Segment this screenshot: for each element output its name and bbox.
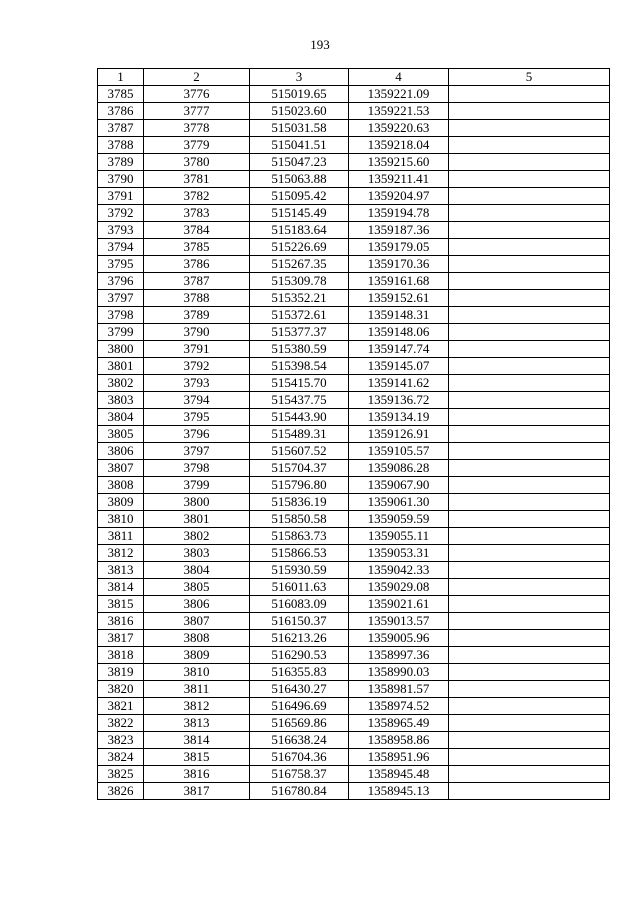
- table-cell: 1359013.57: [349, 613, 449, 630]
- table-cell: 1358945.13: [349, 783, 449, 800]
- table-cell: 516150.37: [250, 613, 349, 630]
- table-cell: 515930.59: [250, 562, 349, 579]
- table-cell: [449, 596, 610, 613]
- table-cell: 3793: [144, 375, 250, 392]
- table-row: [98, 664, 610, 681]
- table-row: [98, 290, 610, 307]
- table-cell: [449, 324, 610, 341]
- table-cell: 3791: [98, 188, 144, 205]
- table-cell: [449, 307, 610, 324]
- table-cell: 3802: [98, 375, 144, 392]
- table-cell: 515047.23: [250, 154, 349, 171]
- table-cell: [449, 392, 610, 409]
- table-row: [98, 545, 610, 562]
- table-cell: 3794: [98, 239, 144, 256]
- table-cell: 3803: [144, 545, 250, 562]
- page-number: 193: [310, 37, 330, 52]
- table-row: [98, 137, 610, 154]
- table-cell: 1359067.90: [349, 477, 449, 494]
- table-cell: [449, 358, 610, 375]
- table-cell: 3808: [98, 477, 144, 494]
- table-row: [98, 256, 610, 273]
- table-cell: 516430.27: [250, 681, 349, 698]
- table-cell: 3788: [98, 137, 144, 154]
- table-cell: 3801: [144, 511, 250, 528]
- table-cell: 516213.26: [250, 630, 349, 647]
- table-cell: 3790: [144, 324, 250, 341]
- table-row: [98, 681, 610, 698]
- table-cell: 3797: [144, 443, 250, 460]
- table-cell: 3788: [144, 290, 250, 307]
- table-cell: 3820: [98, 681, 144, 698]
- table-cell: 3822: [98, 715, 144, 732]
- table-cell: 1358945.48: [349, 766, 449, 783]
- table-cell: 1358974.52: [349, 698, 449, 715]
- table-cell: [449, 137, 610, 154]
- table-cell: 3806: [144, 596, 250, 613]
- table-cell: 1359053.31: [349, 545, 449, 562]
- table-cell: [449, 205, 610, 222]
- table-cell: 3806: [98, 443, 144, 460]
- table-cell: 515095.42: [250, 188, 349, 205]
- table-cell: 1359055.11: [349, 528, 449, 545]
- table-cell: 1359147.74: [349, 341, 449, 358]
- table-cell: 1359105.57: [349, 443, 449, 460]
- table-cell: 3779: [144, 137, 250, 154]
- table-cell: 3776: [144, 86, 250, 103]
- table-cell: 3812: [144, 698, 250, 715]
- table-cell: 515415.70: [250, 375, 349, 392]
- table-row: [98, 205, 610, 222]
- table-row: [98, 477, 610, 494]
- table-cell: 3812: [98, 545, 144, 562]
- table-cell: 3780: [144, 154, 250, 171]
- table-cell: [449, 579, 610, 596]
- table-cell: 3778: [144, 120, 250, 137]
- table-cell: 3799: [98, 324, 144, 341]
- table-cell: 1359021.61: [349, 596, 449, 613]
- table-cell: [449, 732, 610, 749]
- table-cell: [449, 120, 610, 137]
- table-row: [98, 766, 610, 783]
- table-row: [98, 460, 610, 477]
- table-cell: 1359187.36: [349, 222, 449, 239]
- table-cell: 1358997.36: [349, 647, 449, 664]
- table-cell: 3798: [144, 460, 250, 477]
- table-row: [98, 613, 610, 630]
- table-cell: 516496.69: [250, 698, 349, 715]
- table-row: [98, 273, 610, 290]
- table-row: [98, 579, 610, 596]
- table-cell: [449, 222, 610, 239]
- table-cell: 1358951.96: [349, 749, 449, 766]
- table-cell: [449, 409, 610, 426]
- table-cell: 1359005.96: [349, 630, 449, 647]
- table-cell: 515041.51: [250, 137, 349, 154]
- table-cell: 3787: [98, 120, 144, 137]
- table-cell: 3800: [98, 341, 144, 358]
- table-row: [98, 409, 610, 426]
- table-header-row: [98, 69, 610, 86]
- table-row: [98, 358, 610, 375]
- table-cell: 515489.31: [250, 426, 349, 443]
- table-cell: [449, 698, 610, 715]
- table-row: [98, 307, 610, 324]
- table-cell: 3791: [144, 341, 250, 358]
- table-cell: 3803: [98, 392, 144, 409]
- table-cell: 516638.24: [250, 732, 349, 749]
- table-cell: 3815: [98, 596, 144, 613]
- table-row: [98, 596, 610, 613]
- table-cell: 3817: [98, 630, 144, 647]
- table-cell: 1359148.06: [349, 324, 449, 341]
- table-cell: 1359215.60: [349, 154, 449, 171]
- table-row: [98, 120, 610, 137]
- table-cell: 3797: [98, 290, 144, 307]
- table-cell: 515309.78: [250, 273, 349, 290]
- table-cell: 3816: [98, 613, 144, 630]
- table-cell: 515607.52: [250, 443, 349, 460]
- table-row: [98, 154, 610, 171]
- table-cell: 3811: [144, 681, 250, 698]
- table-cell: [449, 783, 610, 800]
- table-cell: 1359221.53: [349, 103, 449, 120]
- table-cell: 3821: [98, 698, 144, 715]
- table-row: [98, 443, 610, 460]
- table-cell: 3800: [144, 494, 250, 511]
- table-row: [98, 630, 610, 647]
- table-cell: [449, 681, 610, 698]
- table-cell: 1359204.97: [349, 188, 449, 205]
- table-cell: [449, 171, 610, 188]
- table-cell: 515850.58: [250, 511, 349, 528]
- table-cell: [449, 154, 610, 171]
- table-cell: 3782: [144, 188, 250, 205]
- table-cell: 1359221.09: [349, 86, 449, 103]
- table-cell: 3801: [98, 358, 144, 375]
- table-cell: 515183.64: [250, 222, 349, 239]
- table-row: [98, 171, 610, 188]
- table-cell: 3802: [144, 528, 250, 545]
- table-cell: 515380.59: [250, 341, 349, 358]
- table-cell: 1359152.61: [349, 290, 449, 307]
- table-cell: 1358958.86: [349, 732, 449, 749]
- table-cell: 3786: [144, 256, 250, 273]
- table-cell: 516355.83: [250, 664, 349, 681]
- table-cell: [449, 715, 610, 732]
- table-cell: 516290.53: [250, 647, 349, 664]
- table-cell: [449, 460, 610, 477]
- table-cell: 515145.49: [250, 205, 349, 222]
- table-cell: 515398.54: [250, 358, 349, 375]
- table-cell: 1358965.49: [349, 715, 449, 732]
- table-cell: 515866.53: [250, 545, 349, 562]
- table-cell: 515352.21: [250, 290, 349, 307]
- table-cell: 515443.90: [250, 409, 349, 426]
- table-cell: 1359134.19: [349, 409, 449, 426]
- table-cell: [449, 511, 610, 528]
- table-cell: 1359136.72: [349, 392, 449, 409]
- table-cell: 3810: [98, 511, 144, 528]
- table-cell: 3783: [144, 205, 250, 222]
- table-cell: 3813: [144, 715, 250, 732]
- table-cell: 3816: [144, 766, 250, 783]
- table-cell: 1359029.08: [349, 579, 449, 596]
- table-cell: 515031.58: [250, 120, 349, 137]
- table-cell: 515796.80: [250, 477, 349, 494]
- table-body: [98, 86, 610, 800]
- table-cell: 515019.65: [250, 86, 349, 103]
- table-row: [98, 392, 610, 409]
- column-header: 5: [449, 69, 610, 86]
- table-row: [98, 698, 610, 715]
- table-cell: [449, 375, 610, 392]
- table-cell: 3785: [98, 86, 144, 103]
- table-cell: [449, 664, 610, 681]
- table-row: [98, 715, 610, 732]
- table-cell: 3814: [98, 579, 144, 596]
- table-cell: 3805: [98, 426, 144, 443]
- table-cell: 515704.37: [250, 460, 349, 477]
- table-cell: 515267.35: [250, 256, 349, 273]
- table-cell: 3807: [144, 613, 250, 630]
- table-row: [98, 647, 610, 664]
- table-cell: 1359211.41: [349, 171, 449, 188]
- table-cell: 3819: [98, 664, 144, 681]
- table-cell: 3817: [144, 783, 250, 800]
- table-cell: [449, 528, 610, 545]
- table-cell: 515377.37: [250, 324, 349, 341]
- table-row: [98, 494, 610, 511]
- table-cell: 1359059.59: [349, 511, 449, 528]
- table-cell: 3793: [98, 222, 144, 239]
- table-cell: [449, 426, 610, 443]
- table-cell: 3792: [98, 205, 144, 222]
- table-cell: 3814: [144, 732, 250, 749]
- table-cell: 515437.75: [250, 392, 349, 409]
- table-cell: 1359170.36: [349, 256, 449, 273]
- table-cell: 3790: [98, 171, 144, 188]
- table-cell: 3799: [144, 477, 250, 494]
- table-row: [98, 528, 610, 545]
- table-cell: [449, 630, 610, 647]
- table-cell: [449, 477, 610, 494]
- table-row: [98, 732, 610, 749]
- table-cell: [449, 647, 610, 664]
- table-cell: 3809: [98, 494, 144, 511]
- table-cell: 1359161.68: [349, 273, 449, 290]
- column-header: 4: [349, 69, 449, 86]
- table-cell: 3796: [98, 273, 144, 290]
- table-row: [98, 188, 610, 205]
- table-cell: [449, 562, 610, 579]
- column-header: 1: [98, 69, 144, 86]
- table-cell: [449, 545, 610, 562]
- table-cell: 516758.37: [250, 766, 349, 783]
- table-cell: 3813: [98, 562, 144, 579]
- table-cell: 515372.61: [250, 307, 349, 324]
- table-row: [98, 86, 610, 103]
- table-cell: 3784: [144, 222, 250, 239]
- table-cell: 3786: [98, 103, 144, 120]
- table-cell: 515863.73: [250, 528, 349, 545]
- table-cell: [449, 341, 610, 358]
- table-cell: 516780.84: [250, 783, 349, 800]
- table-cell: 3796: [144, 426, 250, 443]
- column-header: 3: [250, 69, 349, 86]
- table-cell: 3794: [144, 392, 250, 409]
- table-cell: 1358990.03: [349, 664, 449, 681]
- table-cell: 1359145.07: [349, 358, 449, 375]
- table-cell: 3792: [144, 358, 250, 375]
- table-cell: 3795: [144, 409, 250, 426]
- table-cell: [449, 749, 610, 766]
- table-cell: 516569.86: [250, 715, 349, 732]
- table-cell: 3789: [144, 307, 250, 324]
- table-cell: 1359086.28: [349, 460, 449, 477]
- table-cell: 3811: [98, 528, 144, 545]
- table-cell: [449, 290, 610, 307]
- table-cell: [449, 103, 610, 120]
- table-cell: 1359218.04: [349, 137, 449, 154]
- table-cell: 3826: [98, 783, 144, 800]
- table-cell: 3785: [144, 239, 250, 256]
- table-cell: [449, 256, 610, 273]
- table-row: [98, 222, 610, 239]
- table-cell: [449, 443, 610, 460]
- table-cell: 3798: [98, 307, 144, 324]
- table-cell: 3781: [144, 171, 250, 188]
- table-cell: 516011.63: [250, 579, 349, 596]
- table-cell: [449, 86, 610, 103]
- table-cell: 3823: [98, 732, 144, 749]
- table-cell: [449, 239, 610, 256]
- table-cell: 3824: [98, 749, 144, 766]
- table-cell: 3809: [144, 647, 250, 664]
- table-cell: 1359061.30: [349, 494, 449, 511]
- table-cell: [449, 766, 610, 783]
- table-row: [98, 341, 610, 358]
- table-cell: 3825: [98, 766, 144, 783]
- table-row: [98, 103, 610, 120]
- table-cell: 1359141.62: [349, 375, 449, 392]
- table-cell: 516083.09: [250, 596, 349, 613]
- table-row: [98, 783, 610, 800]
- table-row: [98, 749, 610, 766]
- table-cell: 3815: [144, 749, 250, 766]
- table-cell: 3804: [144, 562, 250, 579]
- table-row: [98, 239, 610, 256]
- table-row: [98, 511, 610, 528]
- table-row: [98, 426, 610, 443]
- table-cell: 1359042.33: [349, 562, 449, 579]
- table-cell: 3818: [98, 647, 144, 664]
- table-cell: 3777: [144, 103, 250, 120]
- table-cell: 1358981.57: [349, 681, 449, 698]
- table-cell: 3787: [144, 273, 250, 290]
- table-row: [98, 562, 610, 579]
- table-cell: 1359220.63: [349, 120, 449, 137]
- table-cell: 3807: [98, 460, 144, 477]
- table-row: [98, 324, 610, 341]
- table-row: [98, 375, 610, 392]
- table-cell: 1359194.78: [349, 205, 449, 222]
- table-cell: [449, 188, 610, 205]
- table-cell: 3804: [98, 409, 144, 426]
- table-cell: 3805: [144, 579, 250, 596]
- column-header: 2: [144, 69, 250, 86]
- table-cell: 3789: [98, 154, 144, 171]
- table-cell: 516704.36: [250, 749, 349, 766]
- table-cell: 515226.69: [250, 239, 349, 256]
- table-cell: 3808: [144, 630, 250, 647]
- table-cell: 3795: [98, 256, 144, 273]
- table-cell: 1359179.05: [349, 239, 449, 256]
- table-cell: [449, 273, 610, 290]
- table-cell: 1359148.31: [349, 307, 449, 324]
- table-cell: [449, 613, 610, 630]
- table-cell: 515023.60: [250, 103, 349, 120]
- table-cell: 1359126.91: [349, 426, 449, 443]
- coordinates-table: [97, 68, 610, 800]
- table-cell: 515836.19: [250, 494, 349, 511]
- table-cell: 515063.88: [250, 171, 349, 188]
- table-cell: [449, 494, 610, 511]
- table-cell: 3810: [144, 664, 250, 681]
